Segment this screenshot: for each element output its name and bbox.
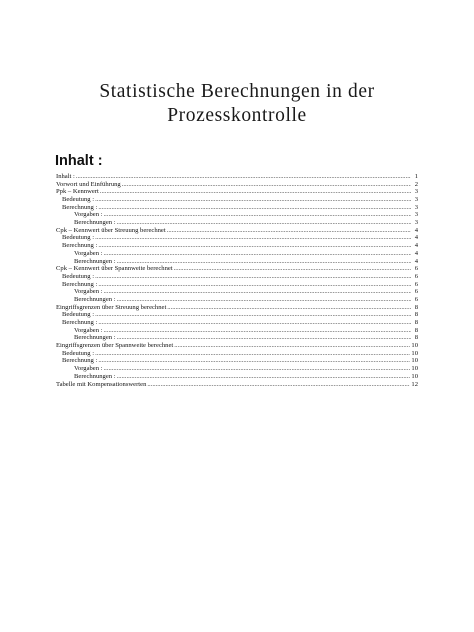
toc-entry-text: Bedeutung : xyxy=(62,349,95,357)
toc-dot-leader xyxy=(147,381,410,389)
toc-page-number: 12 xyxy=(411,380,418,388)
toc-dot-leader xyxy=(117,373,411,381)
toc-entry-text: Vorgaben : xyxy=(74,326,103,334)
toc-page-number: 10 xyxy=(411,365,418,373)
toc-entry-text: Berechnung : xyxy=(62,280,98,288)
toc-entry[interactable] xyxy=(56,196,418,204)
toc-page-number: 6 xyxy=(414,280,418,288)
toc-dot-leader xyxy=(76,173,411,181)
toc-entry[interactable] xyxy=(56,358,418,366)
toc-entry-text: Berechnung : xyxy=(62,203,98,211)
document-title-line-1: Statistische Berechnungen in der xyxy=(99,81,375,102)
toc-page-number: 8 xyxy=(414,319,418,327)
toc-dot-leader xyxy=(98,204,411,212)
toc-dot-leader xyxy=(167,227,411,235)
toc-entry[interactable] xyxy=(56,258,418,266)
toc-dot-leader xyxy=(98,281,411,289)
toc-entry-text: Vorwort und Einführung xyxy=(56,180,121,188)
toc-page-number: 4 xyxy=(414,242,418,250)
toc-dot-leader xyxy=(98,357,410,365)
toc-dot-leader xyxy=(98,242,411,250)
toc-entry-text: Berechnungen : xyxy=(74,219,116,227)
toc-entry[interactable] xyxy=(56,342,418,350)
toc-dot-leader xyxy=(95,273,411,281)
toc-entry[interactable] xyxy=(56,219,418,227)
toc-entry-text: Vorgaben : xyxy=(74,211,103,219)
toc-page-number: 6 xyxy=(414,272,418,280)
toc-page-number: 3 xyxy=(414,196,418,204)
toc-page-number: 6 xyxy=(414,265,418,273)
toc-entry-text: Tabelle mit Kompensationswerten xyxy=(56,380,147,388)
toc-page-number: 3 xyxy=(414,203,418,211)
toc-page-number: 1 xyxy=(414,172,418,180)
toc-page-number: 2 xyxy=(414,180,418,188)
toc-entry-text: Berechnungen : xyxy=(74,334,116,342)
toc-page-number: 10 xyxy=(411,372,418,380)
toc-page-number: 6 xyxy=(414,288,418,296)
toc-page-number: 8 xyxy=(414,334,418,342)
toc-entry[interactable] xyxy=(56,265,418,273)
toc-entry-text: Vorgaben : xyxy=(74,249,103,257)
toc-page-number: 4 xyxy=(414,234,418,242)
toc-dot-leader xyxy=(104,365,411,373)
toc-entry[interactable] xyxy=(56,327,418,335)
toc-page-number: 6 xyxy=(414,295,418,303)
toc-dot-leader xyxy=(117,334,411,342)
document-title-line-2: Prozesskontrolle xyxy=(167,105,307,126)
document-title xyxy=(0,80,474,128)
toc-entry-text: Ppk – Kennwert xyxy=(56,188,99,196)
toc-dot-leader xyxy=(100,188,411,196)
toc-dot-leader xyxy=(167,304,411,312)
toc-entry[interactable] xyxy=(56,319,418,327)
toc-dot-leader xyxy=(104,288,411,296)
toc-entry-text: Berechnungen : xyxy=(74,257,116,265)
toc-entry-text: Berechnung : xyxy=(62,357,98,365)
toc-entry[interactable] xyxy=(56,250,418,258)
toc-entry[interactable] xyxy=(56,227,418,235)
toc-entry[interactable] xyxy=(56,242,418,250)
toc-dot-leader xyxy=(104,211,411,219)
toc-entry-text: Vorgaben : xyxy=(74,365,103,373)
toc-entry[interactable] xyxy=(56,273,418,281)
toc-entry[interactable] xyxy=(56,350,418,358)
toc-page-number: 3 xyxy=(414,219,418,227)
toc-entry[interactable] xyxy=(56,288,418,296)
toc-entry[interactable] xyxy=(56,204,418,212)
toc-entry[interactable] xyxy=(56,311,418,319)
toc-entry-text: Cpk – Kennwert über Spannweite berechnet xyxy=(56,265,173,273)
toc-page-number: 8 xyxy=(414,303,418,311)
toc-entry-text: Bedeutung : xyxy=(62,196,95,204)
toc-entry[interactable] xyxy=(56,188,418,196)
toc-page-number: 4 xyxy=(414,226,418,234)
toc-page-number: 4 xyxy=(414,249,418,257)
toc-entry[interactable] xyxy=(56,373,418,381)
toc-page-number: 8 xyxy=(414,311,418,319)
toc-page-number: 8 xyxy=(414,326,418,334)
toc-entry[interactable] xyxy=(56,365,418,373)
toc-dot-leader xyxy=(95,350,410,358)
toc-page-number: 3 xyxy=(414,211,418,219)
toc-entry[interactable] xyxy=(56,296,418,304)
toc-entry-text: Cpk – Kennwert über Streuung berechnet xyxy=(56,226,166,234)
toc-dot-leader xyxy=(95,196,411,204)
toc-dot-leader xyxy=(122,181,411,189)
toc-dot-leader xyxy=(104,250,411,258)
toc-entry-text: Berechnung : xyxy=(62,242,98,250)
toc-entry-text: Berechnungen : xyxy=(74,295,116,303)
toc-entry[interactable] xyxy=(56,181,418,189)
toc-entry-text: Bedeutung : xyxy=(62,311,95,319)
toc-page-number: 10 xyxy=(411,342,418,350)
toc-page-number: 4 xyxy=(414,257,418,265)
toc-dot-leader xyxy=(117,219,411,227)
toc-entry-text: Bedeutung : xyxy=(62,234,95,242)
toc-dot-leader xyxy=(98,319,411,327)
toc-page-number: 3 xyxy=(414,188,418,196)
toc-dot-leader xyxy=(174,342,410,350)
toc-entry-text: Inhalt : xyxy=(56,172,75,180)
toc-page-number: 10 xyxy=(411,349,418,357)
toc-entry[interactable] xyxy=(56,211,418,219)
toc-dot-leader xyxy=(174,265,411,273)
toc-dot-leader xyxy=(117,296,411,304)
toc-entry[interactable] xyxy=(56,173,418,181)
table-of-contents xyxy=(56,173,418,388)
toc-dot-leader xyxy=(117,258,411,266)
toc-page-number: 10 xyxy=(411,357,418,365)
toc-dot-leader xyxy=(95,234,411,242)
toc-dot-leader xyxy=(104,327,411,335)
toc-entry-text: Eingriffsgrenzen über Streuung berechnet xyxy=(56,303,167,311)
toc-entry[interactable] xyxy=(56,334,418,342)
toc-entry[interactable] xyxy=(56,235,418,243)
toc-entry-text: Bedeutung : xyxy=(62,272,95,280)
toc-entry-text: Vorgaben : xyxy=(74,288,103,296)
toc-entry[interactable] xyxy=(56,381,418,389)
toc-entry-text: Berechnung : xyxy=(62,319,98,327)
toc-entry-text: Eingriffsgrenzen über Spannweite berechnet xyxy=(56,342,174,350)
toc-entry[interactable] xyxy=(56,304,418,312)
toc-entry-text: Berechnungen : xyxy=(74,372,116,380)
toc-heading: Inhalt : xyxy=(55,153,103,169)
toc-entry[interactable] xyxy=(56,281,418,289)
toc-dot-leader xyxy=(95,311,411,319)
